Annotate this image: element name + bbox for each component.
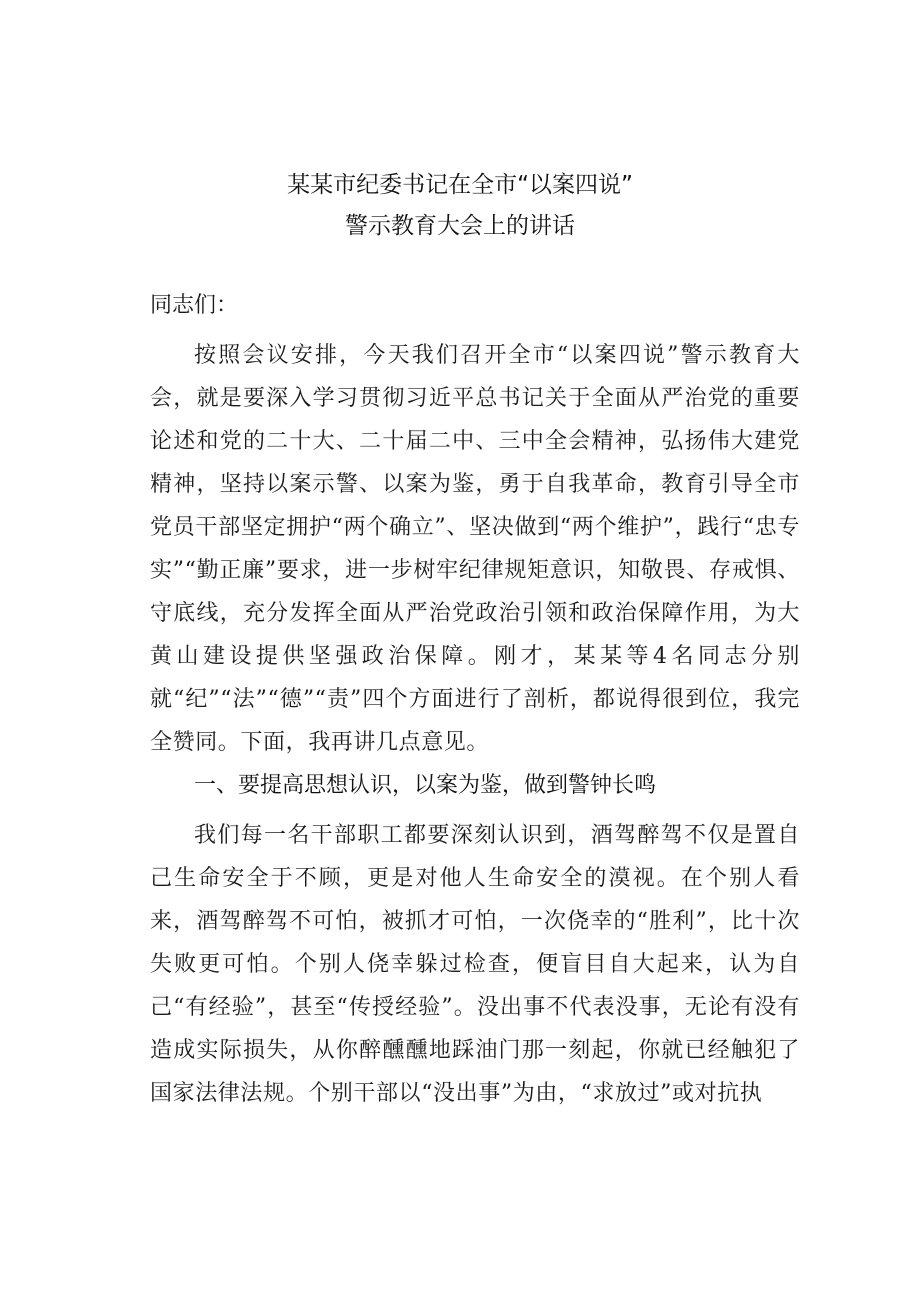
salutation: 同志们：: [150, 293, 239, 318]
document-title: [0, 165, 920, 247]
title-line-1: 某某市纪委书记在全市“以案四说”: [287, 172, 633, 198]
paragraph-intro: 按照会议安排，今天我们召开全市“以案四说”警示教育大会，就是要深入学习贯彻习近平总书记关于全面从严治党的重要论述和党的二十大、二十届二中、三中全会精神，弘扬伟大建党精神，坚持以案示警、以案为鉴，勇于自我革命，教育引导全市党员干部坚定拥护“两个确立”、坚决做到“两个维护”，践行“忠专实”“勤正廉”要求，进一步树牢纪律规矩意识，知敬畏、存戒惧、守底线，充分发挥全面从严治党政治引领和政治保障作用，为大黄山建设提供坚强政治保障。刚才，某某等4名同志分别就“纪”“法”“德”“责”四个方面进行了剖析，都说得很到位，我完全赞同。下面，我再讲几点意见。: [150, 343, 800, 755]
section-heading-1: 一、要提高思想认识，以案为鉴，做到警钟长鸣: [194, 773, 657, 798]
paragraph-section-1: 我们每一名干部职工都要深刻认识到，酒驾醉驾不仅是置自己生命安全于不顾，更是对他人生命安全的漠视。在个别人看来，酒驾醉驾不可怕，被抓才可怕，一次侥幸的“胜利”，比十次失败更可怕。个别人侥幸躲过检查，便盲目自大起来，认为自己“有经验”，甚至“传授经验”。没出事不代表没事，无论有没有造成实际损失，从你醉醺醺地踩油门那一刻起，你就已经触犯了国家法律法规。个别干部以“没出事”为由，“求放过”或对抗执: [150, 823, 800, 1106]
title-line-2: 警示教育大会上的讲话: [345, 213, 575, 239]
